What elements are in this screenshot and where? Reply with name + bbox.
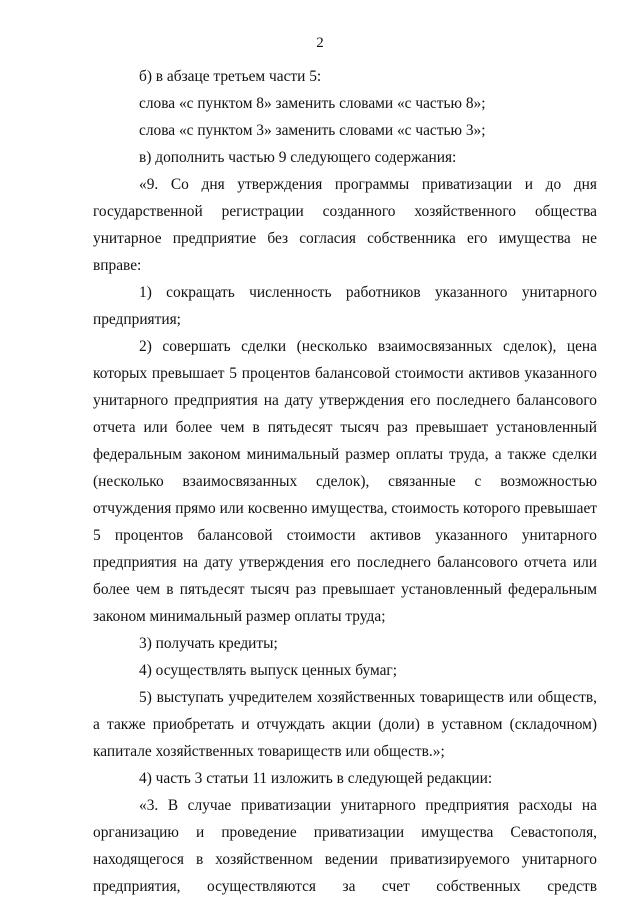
page-number: 2: [316, 35, 324, 51]
paragraph-amendment-4: 4) часть 3 статьи 11 изложить в следующей редакции:: [139, 770, 493, 787]
paragraph-replace-words-3: слова «с пунктом 3» заменить словами «с частью 3»;: [139, 122, 486, 139]
list-item-1: 1) сокращать численность работников указанного унитарного предприятия;: [93, 284, 597, 328]
document-body: [93, 63, 597, 900]
paragraph-amendment-b: б) в абзаце третьем части 5:: [139, 68, 322, 85]
paragraph-part-3: «3. В случае приватизации унитарного предприятия расходы на организацию и проведение приватизации имущества Севастополя, находящегося в хозяйственном ведении приватизируемого унитарного предприятия, осуществляются за счет собственных средств: [93, 797, 597, 895]
list-item-3: 3) получать кредиты;: [139, 635, 278, 652]
paragraph-amendment-v: в) дополнить частью 9 следующего содержания:: [139, 149, 457, 166]
paragraph-replace-words-8: слова «с пунктом 8» заменить словами «с частью 8»;: [139, 95, 486, 112]
list-item-2: 2) совершать сделки (несколько взаимосвязанных сделок), цена которых превышает 5 процентов балансовой стоимости активов указанного унитарного предприятия на дату утверждения его последнего балансового отчета или более чем в пятьдесят тысяч раз превышает установленный федеральным законом минимальный размер оплаты труда, а также сделки (несколько взаимосвязанных сделок), связанные с возможностью отчуждения прямо или косвенно имущества, стоимость которого превышает 5 процентов балансовой стоимости активов указанного унитарного предприятия на дату утверждения его последнего балансового отчета или более чем в пятьдесят тысяч раз превышает установленный федеральным законом минимальный размер оплаты труда;: [93, 338, 597, 625]
paragraph-part-9: «9. Со дня утверждения программы приватизации и до дня государственной регистрации созданного хозяйственного общества унитарное предприятие без согласия собственника его имущества не вправе:: [93, 176, 597, 274]
list-item-4: 4) осуществлять выпуск ценных бумаг;: [139, 662, 398, 679]
list-item-5: 5) выступать учредителем хозяйственных товариществ или обществ, а также приобретать и отчуждать акции (доли) в уставном (складочном) капитале хозяйственных товариществ или обществ.»;: [93, 689, 597, 760]
